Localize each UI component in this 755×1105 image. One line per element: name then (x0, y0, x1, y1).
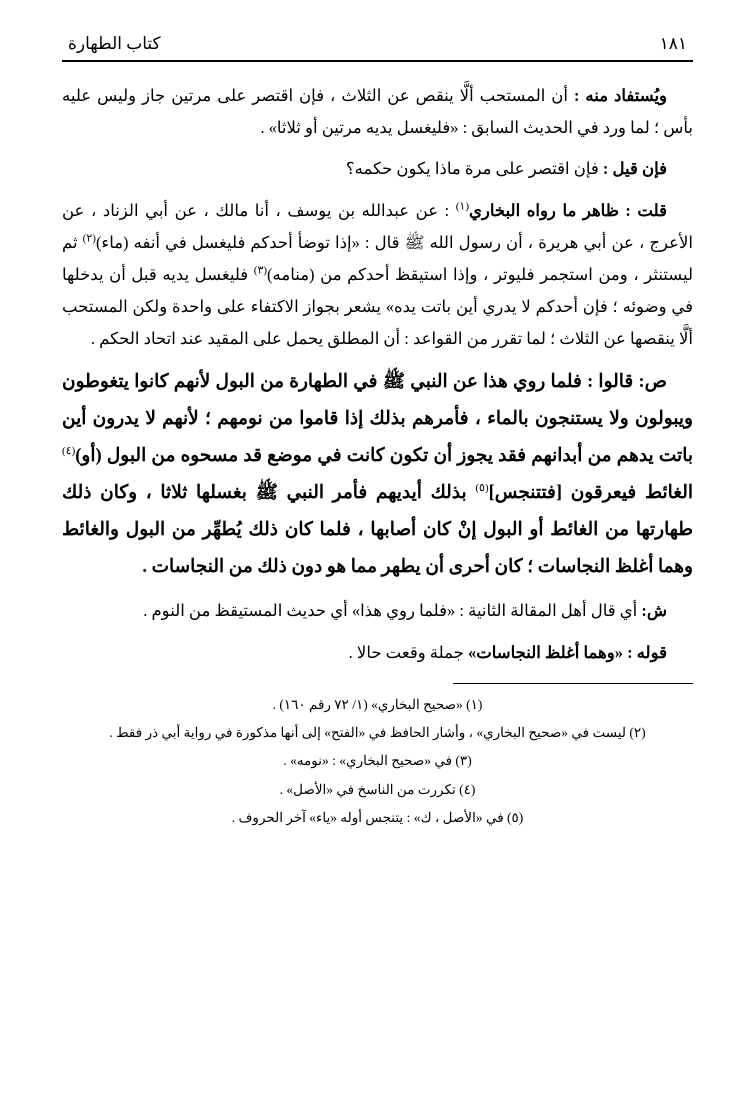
footnote-1: (١) «صحيح البخاري» (١/ ٧٢ رقم ١٦٠) . (272, 696, 483, 712)
paragraph-4-text-2: الغائط فيعرقون [فتتنجس] (488, 483, 693, 504)
footnote-5: (٥) في «الأصل ، ك» : يتنجس أوله «ياء» آخر الحروف . (231, 809, 524, 825)
paragraph-3-text-3: فليغسل يديه قبل أن يدخلها في وضوئه ؛ فإن أحدكم لا يدري أين باتت يده» يشعر بجواز الاكتفاء على واحدة ولكن المستحب ألَّا ينقصها عن الثلاث ؛ لما تقرر من القواعد : أن المطلق يحمل على المقيد عند اتحاد الحكم . (62, 264, 693, 349)
paragraph-6-lead: قوله : «وهما أغلظ النجاسات» (467, 642, 667, 662)
footnote-3: (٣) في «صحيح البخاري» : «نومه» . (283, 753, 472, 769)
page-number: ١٨١ (659, 34, 687, 53)
paragraph-3-text: : عن عبدالله بن يوسف ، أنا مالك ، عن أبي الزناد ، عن الأعرج ، عن أبي هريرة ، أن رسول الله ﷺ قال : «إذا توضأ أحدكم فليغسل في أنفه (ماء) (62, 200, 693, 252)
footnote-marker-4: (٤) (62, 445, 76, 458)
paragraph-3-lead: قلت : ظاهر ما رواه البخاري (469, 200, 667, 220)
footnote-marker-3: (٣) (253, 264, 268, 277)
paragraph-5-lead: ش: (641, 601, 667, 621)
paragraph-6-text: جملة وقعت حالا . (348, 642, 468, 662)
footnote-marker-1: (١) (455, 200, 470, 213)
paragraph-3-text-2: ثم ليستنثر ، ومن استجمر فليوتر ، وإذا استيقظ أحدكم من (منامه) (62, 232, 694, 284)
footnote-marker-5: (٥) (475, 482, 489, 495)
paragraph-4-matn (62, 364, 693, 586)
paragraph-5 (62, 595, 693, 627)
book-title: كتاب الطهارة (68, 34, 161, 53)
footnote-marker-2: (٢) (82, 232, 96, 245)
footnote-2: (٢) ليست في «صحيح البخاري» ، وأشار الحافظ في «الفتح» إلى أنها مذكورة في رواية أبي ذر فقط . (109, 725, 646, 741)
header-divider (62, 60, 693, 62)
paragraph-4-text-3: بذلك أيديهم فأمر النبي ﷺ بغسلها ثلاثا ، وكان ذلك طهارتها من الغائط أو البول إنْ كان أصابها ، فلما كان ذلك يُطهِّر من البول والغائط وهما أغلظ النجاسات ؛ كان أحرى أن يطهر مما هو دون ذلك من النجاسات . (62, 483, 693, 578)
paragraph-1-text: أن المستحب ألَّا ينقص عن الثلاث ، فإن اقتصر على مرتين جاز وليس عليه بأس ؛ لما ورد في الحديث السابق : «فليغسل يديه مرتين أو ثلاثا» . (62, 86, 693, 138)
paragraph-1-lead: ويُستفاد منه : (573, 86, 667, 105)
paragraph-6 (62, 637, 693, 669)
page-body (62, 80, 693, 669)
paragraph-2 (62, 153, 693, 185)
paragraph-4-lead: ص: قالوا : (587, 372, 667, 393)
page-header (62, 34, 693, 60)
paragraph-3 (62, 195, 693, 356)
footnotes-block (62, 692, 693, 832)
paragraph-5-text: أي قال أهل المقالة الثانية : «فلما روي هذا» أي حديث المستيقظ من النوم . (143, 601, 642, 621)
paragraph-4-text: فلما روي هذا عن النبي ﷺ في الطهارة من البول لأنهم كانوا يتغوطون ويبولون ولا يستنجون بالماء ، فأمرهم بذلك إذا قاموا من نومهم ؛ لأنهم لا يدرون أين باتت يدهم من أبدانهم فقد يجوز أن تكون كانت في موضع قد مسحوه من البول (أو) (62, 372, 693, 467)
paragraph-2-lead: فإن قيل : (602, 159, 667, 179)
paragraph-2-text: فإن اقتصر على مرة ماذا يكون حكمه؟ (345, 159, 603, 179)
footnote-divider (453, 683, 693, 684)
footnote-4: (٤) تكررت من الناسخ في «الأصل» . (279, 781, 476, 797)
paragraph-1 (62, 80, 693, 144)
